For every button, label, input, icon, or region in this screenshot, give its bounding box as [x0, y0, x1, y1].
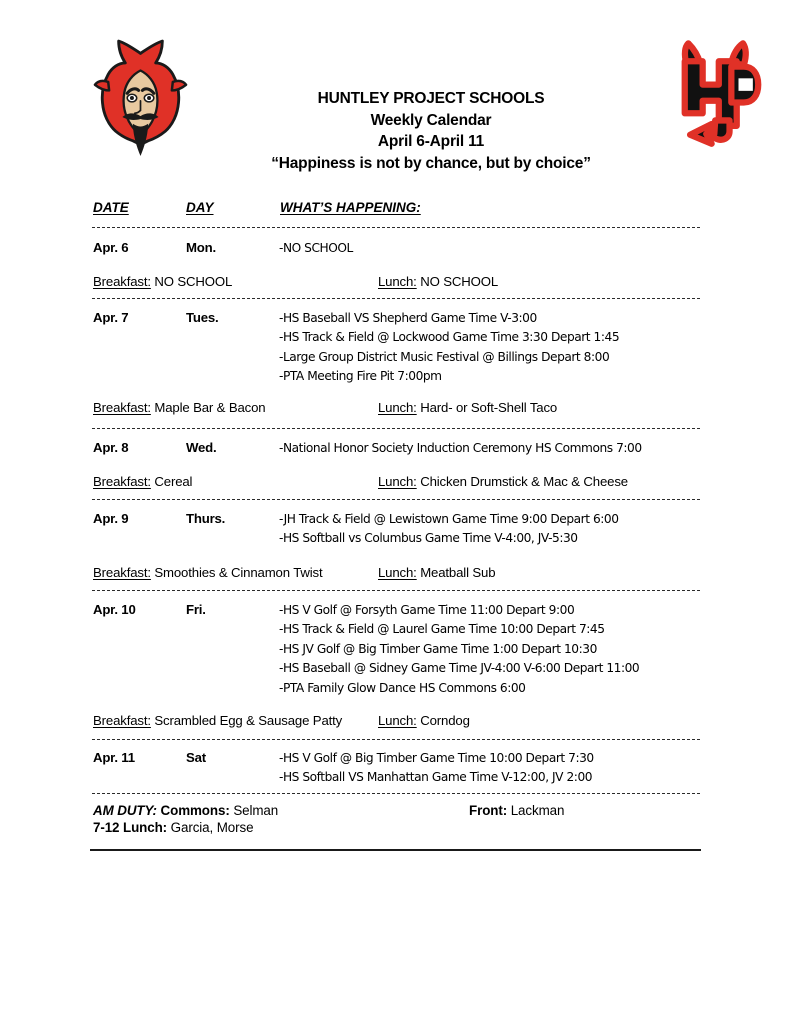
lunch-value: Corndog — [420, 713, 470, 728]
row-date: Apr. 10 — [93, 602, 136, 617]
lunch-label: Lunch: — [378, 713, 417, 728]
breakfast-label: Breakfast: — [93, 474, 151, 489]
event-line: -NO SCHOOL — [279, 241, 353, 255]
breakfast-label: Breakfast: — [93, 565, 151, 580]
page-header — [0, 30, 791, 190]
row-events — [279, 510, 709, 549]
lunch-label: Lunch: — [378, 400, 417, 415]
am-duty-row — [93, 803, 703, 818]
event-line: -HS Softball vs Columbus Game Time V-4:00, JV-5:30 — [279, 531, 578, 546]
separator-rule — [92, 428, 700, 429]
separator-rule — [92, 590, 700, 591]
date-range: April 6-April 11 — [377, 133, 485, 150]
column-header-happening: WHAT’S HAPPENING: — [280, 200, 421, 215]
motto-quote: “Happiness is not by chance, but by choice” — [271, 154, 591, 172]
breakfast-value: Scrambled Egg & Sausage Patty — [154, 713, 343, 728]
commons-label: Commons: — [160, 803, 230, 818]
breakfast-value: Maple Bar & Bacon — [154, 400, 266, 415]
row-day: Sat — [186, 750, 206, 765]
lunch-entry — [378, 474, 628, 489]
lunch-value: Chicken Drumstick & Mac & Cheese — [420, 474, 628, 489]
lunch-duty-row — [93, 820, 703, 835]
column-header-date: DATE — [93, 200, 129, 215]
row-date: Apr. 7 — [93, 310, 129, 325]
event-line: -PTA Family Glow Dance HS Commons 6:00 — [279, 680, 526, 695]
breakfast-value: Cereal — [154, 474, 193, 489]
row-date: Apr. 9 — [93, 511, 129, 526]
event-line: -HS Baseball VS Shepherd Game Time V-3:00 — [279, 311, 537, 325]
breakfast-label: Breakfast: — [93, 400, 151, 415]
row-day: Mon. — [186, 240, 216, 255]
lunch-label: Lunch: — [378, 474, 417, 489]
document-subtitle: Weekly Calendar — [370, 111, 492, 129]
lunch-value: Meatball Sub — [420, 565, 496, 580]
column-header-day: DAY — [186, 200, 214, 215]
event-line: -JH Track & Field @ Lewistown Game Time 9:00 Depart 6:00 — [279, 512, 619, 526]
commons-value: Selman — [233, 803, 279, 818]
event-line: -HS Baseball @ Sidney Game Time JV-4:00 V-6:00 Depart 11:00 — [279, 661, 640, 676]
lunch-duty-value: Garcia, Morse — [170, 820, 254, 835]
breakfast-entry — [93, 713, 342, 728]
event-line: -HS V Golf @ Big Timber Game Time 10:00 Depart 7:30 — [279, 751, 594, 765]
row-date: Apr. 11 — [93, 750, 135, 765]
row-date: Apr. 6 — [93, 240, 129, 255]
school-name: HUNTLEY PROJECT SCHOOLS — [317, 90, 545, 107]
red-devil-mascot-logo — [93, 38, 188, 160]
row-day: Tues. — [186, 310, 219, 325]
bottom-rule — [90, 849, 701, 851]
lunch-entry — [378, 400, 557, 415]
lunch-label: Lunch: — [378, 274, 417, 289]
breakfast-entry — [93, 565, 323, 580]
separator-rule — [92, 227, 700, 228]
row-events — [279, 601, 709, 698]
breakfast-value: Smoothies & Cinnamon Twist — [154, 565, 323, 580]
event-line: -HS Softball VS Manhattan Game Time V-12:00, JV 2:00 — [279, 770, 593, 785]
event-line: -HS Track & Field @ Lockwood Game Time 3:30 Depart 1:45 — [279, 330, 620, 345]
breakfast-entry — [93, 474, 192, 489]
event-line: -National Honor Society Induction Ceremony HS Commons 7:00 — [279, 441, 642, 455]
event-line: -HS Track & Field @ Laurel Game Time 10:00 Depart 7:45 — [279, 622, 605, 637]
lunch-value: NO SCHOOL — [420, 274, 499, 289]
event-line: -Large Group District Music Festival @ Billings Depart 8:00 — [279, 349, 610, 364]
separator-rule — [92, 739, 700, 740]
separator-rule — [92, 793, 700, 794]
row-day: Thurs. — [186, 511, 226, 526]
breakfast-value: NO SCHOOL — [154, 274, 233, 289]
breakfast-entry — [93, 274, 232, 289]
front-duty-entry — [469, 803, 564, 818]
lunch-entry — [378, 565, 495, 580]
event-line: -HS JV Golf @ Big Timber Game Time 1:00 Depart 10:30 — [279, 641, 597, 656]
breakfast-label: Breakfast: — [93, 713, 151, 728]
front-value: Lackman — [510, 803, 565, 818]
separator-rule — [92, 499, 700, 500]
lunch-entry — [378, 274, 498, 289]
am-duty-label: AM DUTY: — [93, 803, 157, 818]
event-line: -HS V Golf @ Forsyth Game Time 11:00 Depart 9:00 — [279, 603, 575, 617]
breakfast-label: Breakfast: — [93, 274, 151, 289]
hp-monogram-logo — [672, 38, 762, 150]
row-events — [279, 309, 709, 387]
row-day: Fri. — [186, 602, 206, 617]
row-day: Wed. — [186, 440, 217, 455]
front-label: Front: — [469, 803, 508, 818]
row-events — [279, 749, 709, 788]
title-block — [196, 88, 666, 174]
breakfast-entry — [93, 400, 265, 415]
separator-rule — [92, 298, 700, 299]
lunch-value: Hard- or Soft-Shell Taco — [420, 400, 558, 415]
row-events — [279, 439, 709, 458]
lunch-label: Lunch: — [378, 565, 417, 580]
row-date: Apr. 8 — [93, 440, 129, 455]
lunch-duty-label: 7-12 Lunch: — [93, 820, 168, 835]
lunch-entry — [378, 713, 470, 728]
row-events — [279, 239, 709, 258]
event-line: -PTA Meeting Fire Pit 7:00pm — [279, 369, 442, 384]
